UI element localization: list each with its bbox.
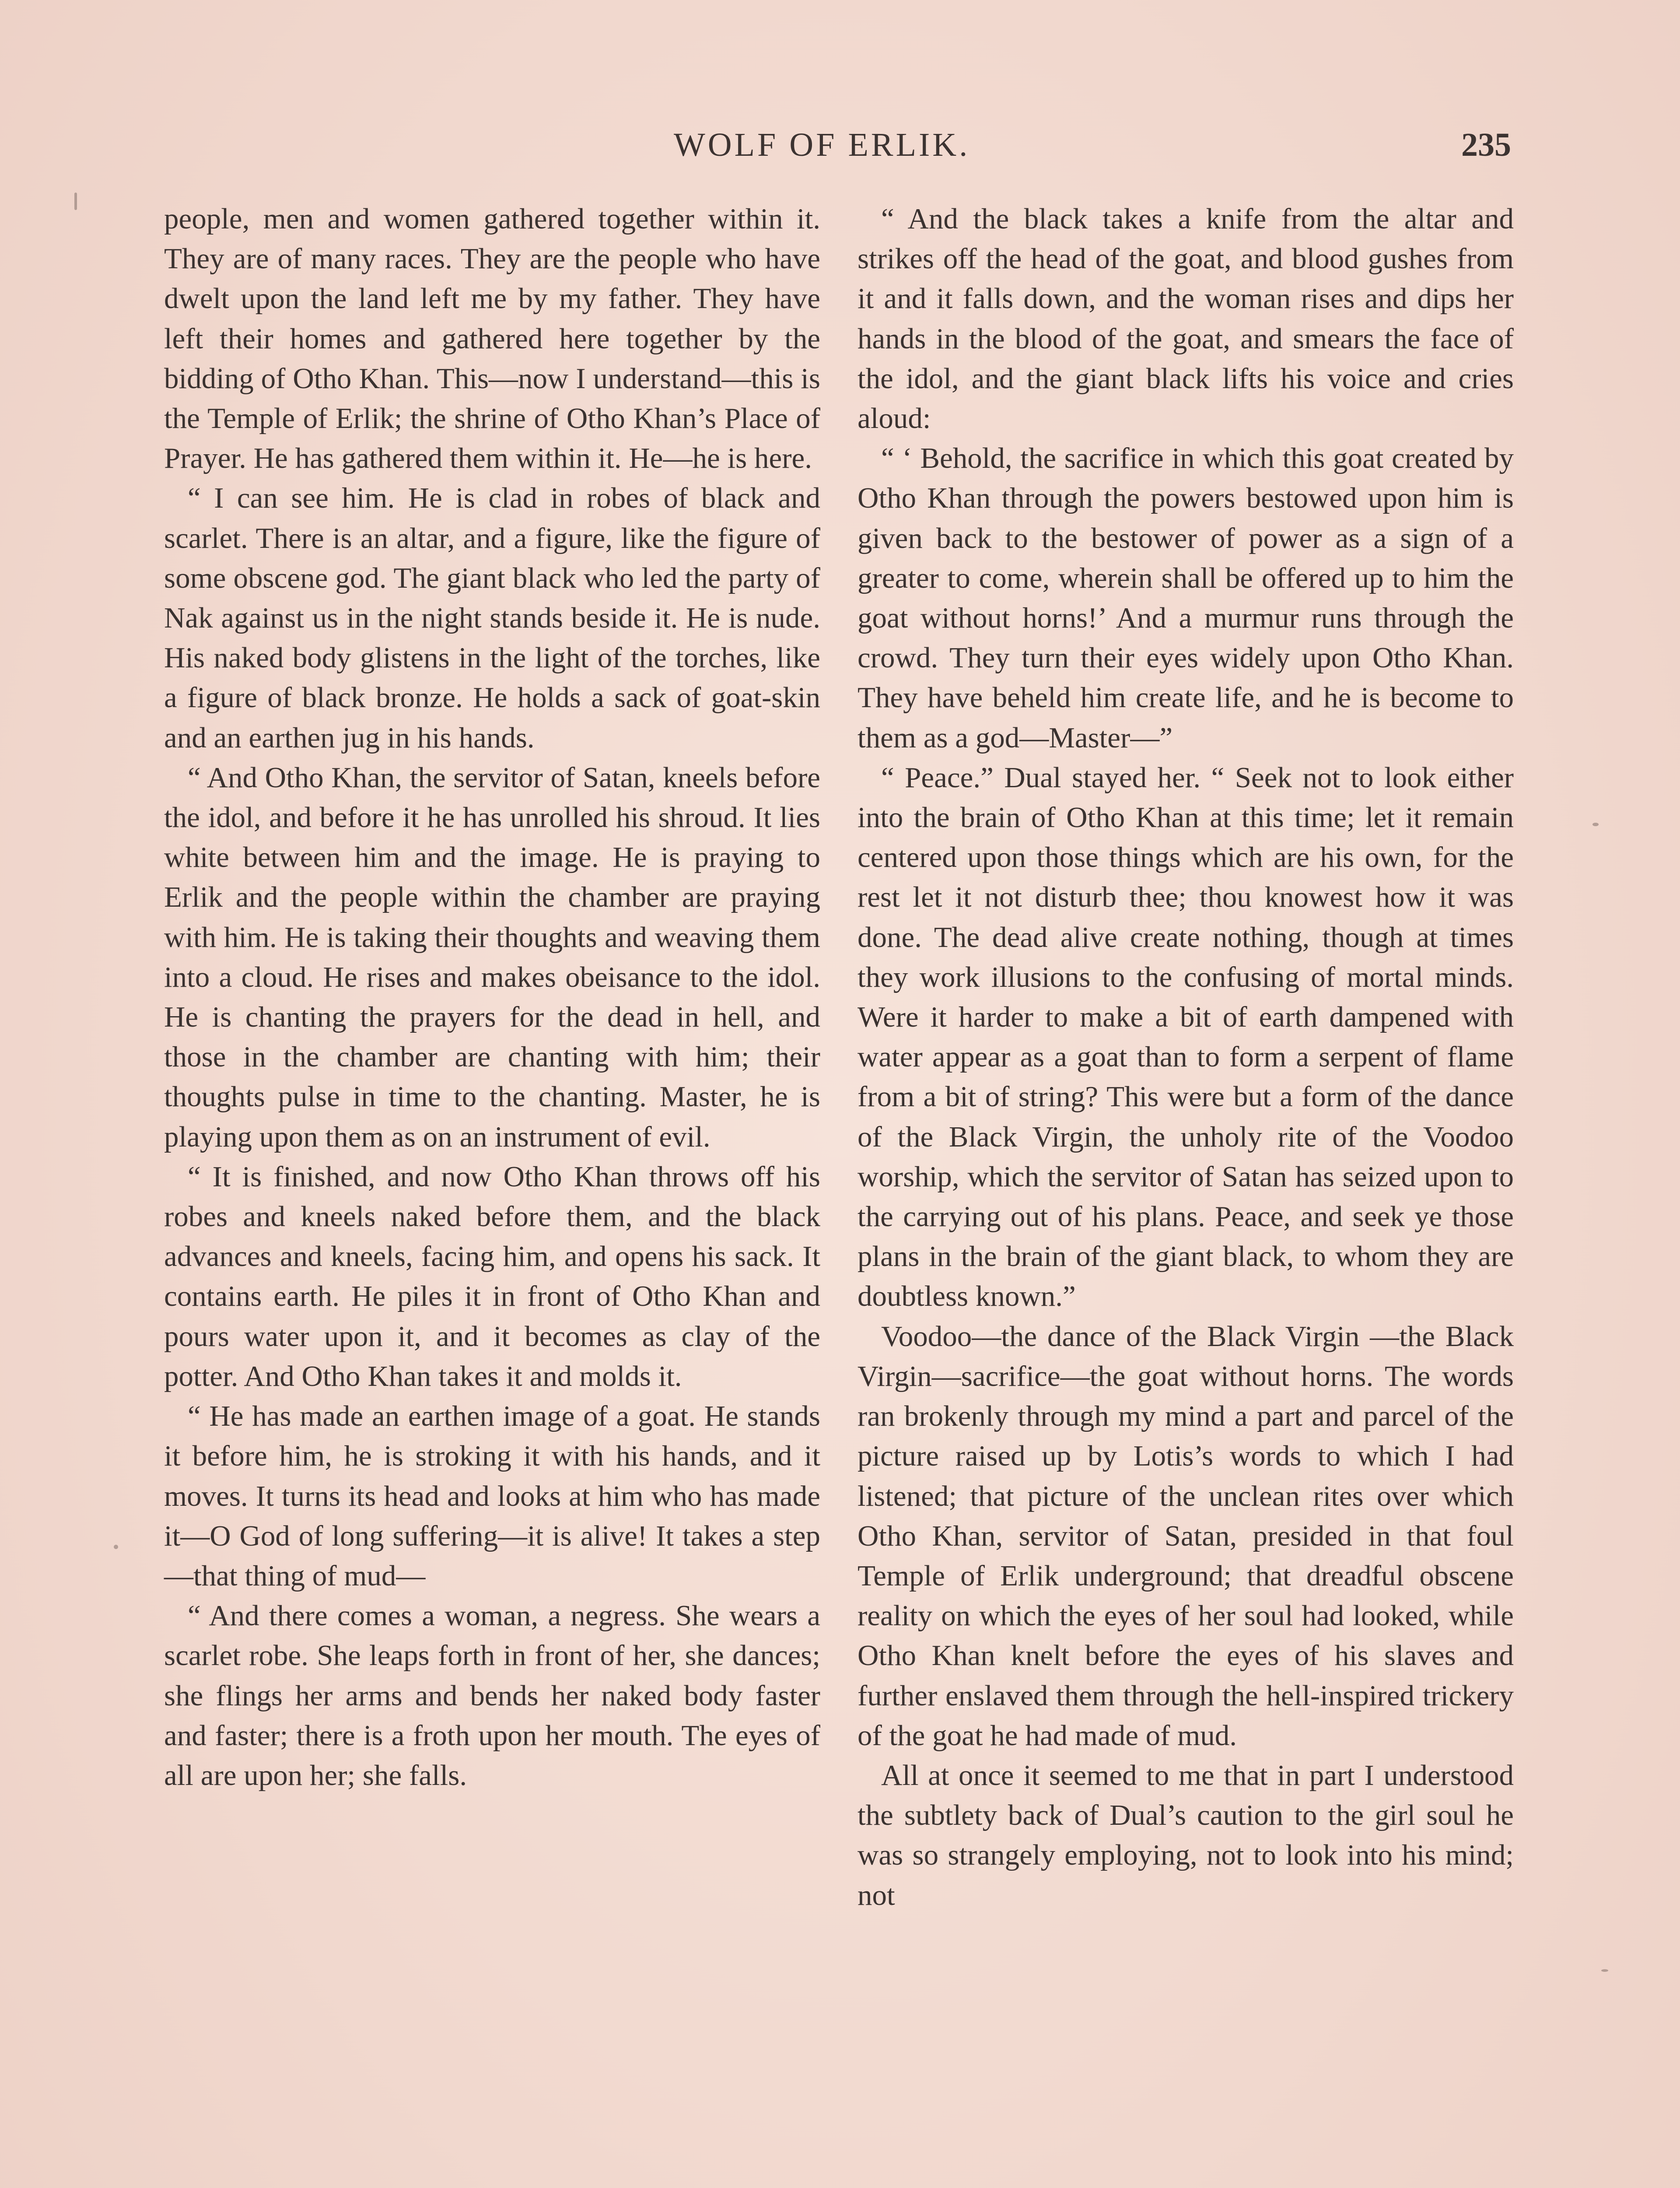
paragraph: “ It is finished, and now Otho Khan throws off his robes and kneels naked before them, and the black advances and kneels, facing him, and opens his sack. It contains earth. He piles it in front of Otho Khan and pours water upon it, and it becomes as clay of the potter. And Otho Khan takes it and molds it. xyxy=(164,1160,820,1392)
paragraph: Voodoo—the dance of the Black Virgin —the Black Virgin—sacrifice—the goat without horns. The words ran brokenly through my mind a part and parcel of the picture raised up by Lotis’s words to which I had listened; that picture of the unclean rites over which Otho Khan, servitor of Satan, presided in that foul Temple of Erlik underground; that dreadful obscene reality on which the eyes of her soul had looked, while Otho Khan knelt before the eyes of his slaves and further enslaved them through the hell-inspired trickery of the goat he had made of mud. xyxy=(858,1320,1514,1752)
paragraph: “ He has made an earthen image of a goat. He stands it before him, he is stroking it with his hands, and it moves. It turns its head and looks at him who has made it—O God of long suffering—it is alive! It takes a step—that thing of mud— xyxy=(164,1400,820,1592)
paper-speck xyxy=(1601,1969,1608,1972)
paper-speck xyxy=(1592,823,1599,826)
paper-speck xyxy=(74,193,77,210)
paragraph: people, men and women gathered together within it. They are of many races. They are the people who have dwelt upon the land left me by my father. They have left their homes and gathered here together by the bidding of Otho Khan. This—now I understand—this is the Temple of Erlik; the shrine of Otho Khan’s Place of Prayer. He has gathered them within it. He—he is here. xyxy=(164,203,820,475)
running-head xyxy=(0,126,1680,174)
running-title: WOLF OF ERLIK. xyxy=(674,126,970,163)
right-column xyxy=(858,199,1514,1915)
paragraph: “ ‘ Behold, the sacrifice in which this goat created by Otho Khan through the powers bestowed upon him is given back to the bestower of power as a sign of a greater to come, wherein shall be offered up to him the goat without horns!’ And a murmur runs through the crowd. They turn their eyes widely upon Otho Khan. They have beheld him create life, and he is become to them as a god—Master—” xyxy=(858,442,1514,754)
paragraph: “ Peace.” Dual stayed her. “ Seek not to look either into the brain of Otho Khan at this time; let it remain centered upon those things which are his own, for the rest let it not disturb thee; thou knowest how it was done. The dead alive create nothing, though at times they work illusions to the confusing of mortal minds. Were it harder to make a bit of earth dampened with water appear as a goat than to form a serpent of flame from a bit of string? This were but a form of the dance of the Black Virgin, the unholy rite of the Voodoo worship, which the servitor of Satan has seized upon to the carrying out of his plans. Peace, and seek ye those plans in the brain of the giant black, to whom they are doubtless known.” xyxy=(858,761,1514,1313)
paragraph: All at once it seemed to me that in part I understood the subtlety back of Dual’s caution to the girl soul he was so strangely employing, not to look into his mind; not xyxy=(858,1759,1514,1911)
paper-speck xyxy=(114,1545,118,1549)
paragraph: “ I can see him. He is clad in robes of black and scarlet. There is an altar, and a figure, like the figure of some obscene god. The giant black who led the party of Nak against us in the night stands beside it. He is nude. His naked body glistens in the light of the torches, like a figure of black bronze. He holds a sack of goat-skin and an earthen jug in his hands. xyxy=(164,482,820,754)
paragraph: “ And there comes a woman, a negress. She wears a scarlet robe. She leaps forth in front of her, she dances; she flings her arms and bends her naked body faster and faster; there is a froth upon her mouth. The eyes of all are upon her; she falls. xyxy=(164,1599,820,1792)
left-column xyxy=(164,199,820,1795)
paragraph: “ And Otho Khan, the servitor of Satan, kneels before the idol, and before it he has unrolled his shroud. It lies white between him and the image. He is praying to Erlik and the people within the chamber are praying with him. He is taking their thoughts and weaving them into a cloud. He rises and makes obeisance to the idol. He is chanting the prayers for the dead in hell, and those in the chamber are chanting with him; their thoughts pulse in time to the chanting. Master, he is playing upon them as on an instrument of evil. xyxy=(164,761,820,1153)
paragraph: “ And the black takes a knife from the altar and strikes off the head of the goat, and blood gushes from it and it falls down, and the woman rises and dips her hands in the blood of the goat, and smears the face of the idol, and the giant black lifts his voice and cries aloud: xyxy=(858,203,1514,435)
page-number: 235 xyxy=(1461,126,1511,163)
